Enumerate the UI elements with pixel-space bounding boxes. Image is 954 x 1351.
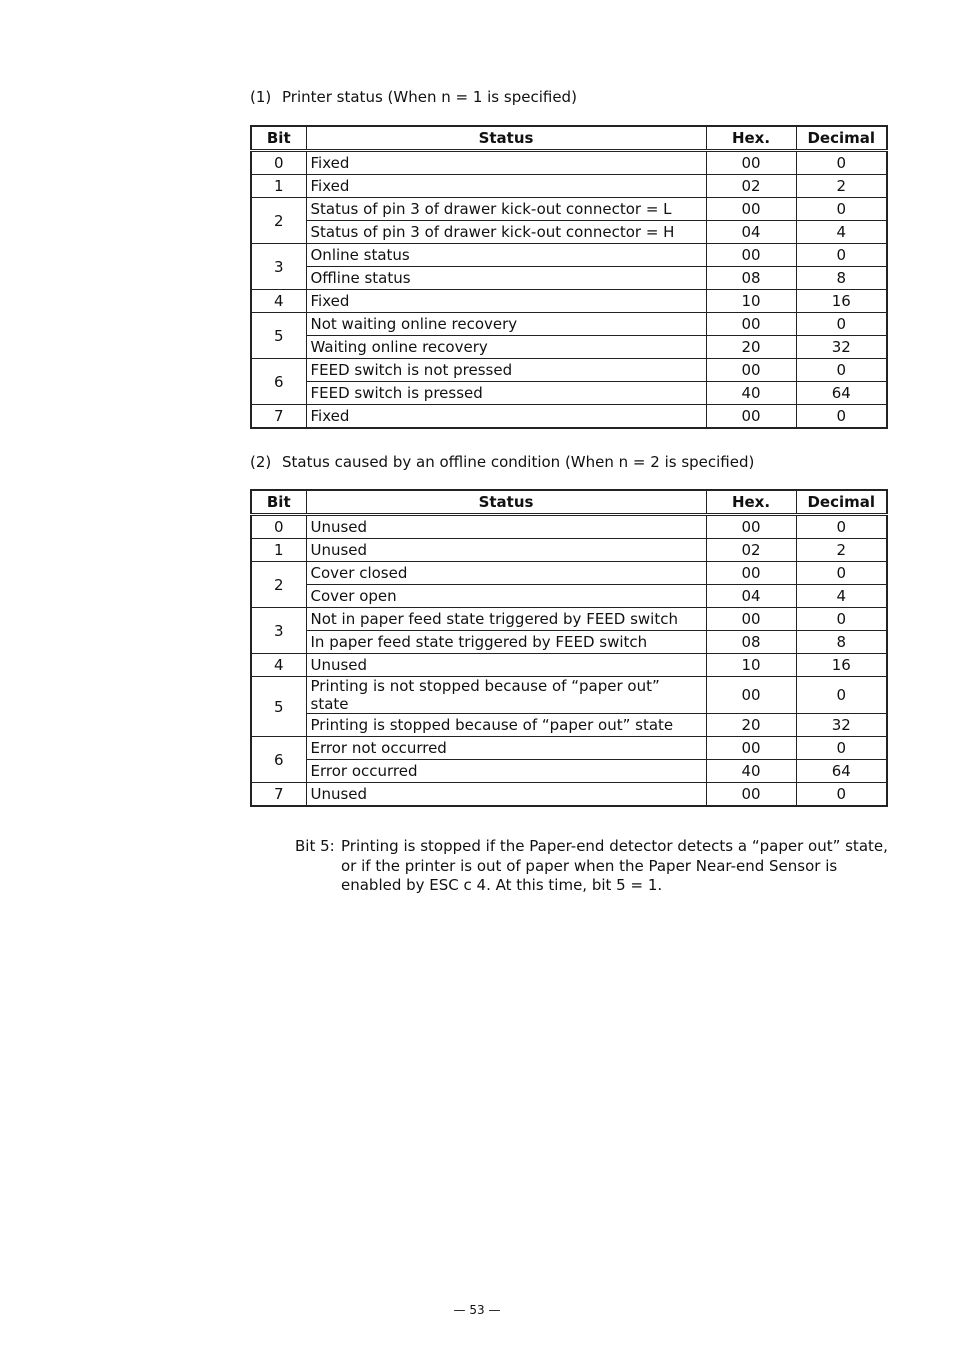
decimal-cell: 16 bbox=[796, 290, 887, 313]
decimal-cell: 0 bbox=[796, 737, 887, 760]
decimal-cell: 4 bbox=[796, 221, 887, 244]
hex-cell: 00 bbox=[706, 313, 796, 336]
decimal-cell: 0 bbox=[796, 515, 887, 539]
status-cell: FEED switch is not pressed bbox=[306, 359, 706, 382]
bit-cell: 2 bbox=[251, 562, 306, 608]
section-2-text: Status caused by an offline condition (When n = 2 is specified) bbox=[282, 453, 755, 471]
decimal-cell: 2 bbox=[796, 175, 887, 198]
bit-cell: 6 bbox=[251, 359, 306, 405]
section-1-text: Printer status (When n = 1 is specified) bbox=[282, 88, 577, 106]
header-status: Status bbox=[306, 126, 706, 151]
bit5-note bbox=[295, 837, 895, 896]
section-1-title bbox=[250, 88, 577, 106]
hex-cell: 08 bbox=[706, 267, 796, 290]
bit-cell: 6 bbox=[251, 737, 306, 783]
status-cell: Waiting online recovery bbox=[306, 336, 706, 359]
decimal-cell: 0 bbox=[796, 313, 887, 336]
section-2-title bbox=[250, 453, 754, 471]
table-header-row bbox=[251, 490, 887, 515]
status-cell: Unused bbox=[306, 654, 706, 677]
hex-cell: 00 bbox=[706, 244, 796, 267]
table-row bbox=[251, 654, 887, 677]
page-number: — 53 — bbox=[453, 1303, 501, 1317]
status-cell: Fixed bbox=[306, 151, 706, 175]
decimal-cell: 0 bbox=[796, 359, 887, 382]
table-row bbox=[251, 359, 887, 382]
bit-cell: 4 bbox=[251, 654, 306, 677]
hex-cell: 00 bbox=[706, 783, 796, 807]
decimal-cell: 0 bbox=[796, 405, 887, 429]
bit-cell: 0 bbox=[251, 515, 306, 539]
table-row bbox=[251, 714, 887, 737]
bit-cell: 5 bbox=[251, 677, 306, 737]
bit-cell: 0 bbox=[251, 151, 306, 175]
status-cell: Status of pin 3 of drawer kick-out connector = H bbox=[306, 221, 706, 244]
hex-cell: 00 bbox=[706, 562, 796, 585]
status-cell: Cover open bbox=[306, 585, 706, 608]
hex-cell: 00 bbox=[706, 677, 796, 714]
section-1-number: (1) bbox=[250, 88, 272, 106]
decimal-cell: 8 bbox=[796, 631, 887, 654]
status-cell: Printing is not stopped because of “paper out” state bbox=[306, 677, 706, 714]
decimal-cell: 0 bbox=[796, 677, 887, 714]
status-cell: Unused bbox=[306, 783, 706, 807]
table-row bbox=[251, 539, 887, 562]
status-cell: Online status bbox=[306, 244, 706, 267]
hex-cell: 00 bbox=[706, 608, 796, 631]
table-row bbox=[251, 382, 887, 405]
hex-cell: 00 bbox=[706, 359, 796, 382]
printer-status-table bbox=[250, 125, 888, 429]
hex-cell: 20 bbox=[706, 714, 796, 737]
decimal-cell: 0 bbox=[796, 244, 887, 267]
table-row bbox=[251, 175, 887, 198]
bit-cell: 4 bbox=[251, 290, 306, 313]
header-hex: Hex. bbox=[706, 126, 796, 151]
hex-cell: 10 bbox=[706, 654, 796, 677]
header-bit: Bit bbox=[251, 490, 306, 515]
table-row bbox=[251, 405, 887, 429]
header-status: Status bbox=[306, 490, 706, 515]
bit-cell: 3 bbox=[251, 244, 306, 290]
table-row bbox=[251, 151, 887, 175]
table-row bbox=[251, 631, 887, 654]
table-row bbox=[251, 515, 887, 539]
table-row bbox=[251, 783, 887, 807]
hex-cell: 02 bbox=[706, 539, 796, 562]
hex-cell: 00 bbox=[706, 405, 796, 429]
hex-cell: 00 bbox=[706, 515, 796, 539]
hex-cell: 00 bbox=[706, 737, 796, 760]
hex-cell: 00 bbox=[706, 198, 796, 221]
bit-cell: 7 bbox=[251, 783, 306, 807]
status-cell: Fixed bbox=[306, 175, 706, 198]
table-row bbox=[251, 677, 887, 714]
bit-cell: 2 bbox=[251, 198, 306, 244]
header-hex: Hex. bbox=[706, 490, 796, 515]
decimal-cell: 0 bbox=[796, 562, 887, 585]
header-bit: Bit bbox=[251, 126, 306, 151]
table-row bbox=[251, 198, 887, 221]
status-cell: Fixed bbox=[306, 405, 706, 429]
decimal-cell: 8 bbox=[796, 267, 887, 290]
hex-cell: 04 bbox=[706, 221, 796, 244]
table-row bbox=[251, 760, 887, 783]
decimal-cell: 16 bbox=[796, 654, 887, 677]
hex-cell: 40 bbox=[706, 382, 796, 405]
bit-cell: 5 bbox=[251, 313, 306, 359]
table-row bbox=[251, 562, 887, 585]
note-text: Printing is stopped if the Paper-end detector detects a “paper out” state, or if the printer is out of paper when the Paper Near-end Sensor is enabled by ESC c 4. At this time, bit 5 = 1. bbox=[341, 837, 888, 894]
section-2-number: (2) bbox=[250, 453, 272, 471]
table-header-row bbox=[251, 126, 887, 151]
status-cell: Cover closed bbox=[306, 562, 706, 585]
hex-cell: 00 bbox=[706, 151, 796, 175]
table-row bbox=[251, 221, 887, 244]
bit-cell: 7 bbox=[251, 405, 306, 429]
table-row bbox=[251, 585, 887, 608]
status-cell: FEED switch is pressed bbox=[306, 382, 706, 405]
decimal-cell: 0 bbox=[796, 608, 887, 631]
header-decimal: Decimal bbox=[796, 490, 887, 515]
status-cell: Not waiting online recovery bbox=[306, 313, 706, 336]
status-cell: Unused bbox=[306, 515, 706, 539]
status-cell: In paper feed state triggered by FEED switch bbox=[306, 631, 706, 654]
hex-cell: 02 bbox=[706, 175, 796, 198]
hex-cell: 04 bbox=[706, 585, 796, 608]
table-row bbox=[251, 737, 887, 760]
decimal-cell: 0 bbox=[796, 198, 887, 221]
header-decimal: Decimal bbox=[796, 126, 887, 151]
status-cell: Printing is stopped because of “paper out” state bbox=[306, 714, 706, 737]
status-cell: Unused bbox=[306, 539, 706, 562]
bit-cell: 1 bbox=[251, 175, 306, 198]
hex-cell: 08 bbox=[706, 631, 796, 654]
hex-cell: 20 bbox=[706, 336, 796, 359]
decimal-cell: 32 bbox=[796, 336, 887, 359]
hex-cell: 10 bbox=[706, 290, 796, 313]
decimal-cell: 4 bbox=[796, 585, 887, 608]
table-row bbox=[251, 290, 887, 313]
decimal-cell: 64 bbox=[796, 760, 887, 783]
table-row bbox=[251, 244, 887, 267]
decimal-cell: 0 bbox=[796, 783, 887, 807]
offline-status-table bbox=[250, 489, 888, 807]
status-cell: Fixed bbox=[306, 290, 706, 313]
table-row bbox=[251, 608, 887, 631]
status-cell: Offline status bbox=[306, 267, 706, 290]
status-cell: Not in paper feed state triggered by FEED switch bbox=[306, 608, 706, 631]
decimal-cell: 2 bbox=[796, 539, 887, 562]
decimal-cell: 64 bbox=[796, 382, 887, 405]
note-label: Bit 5: bbox=[295, 837, 335, 855]
status-cell: Error occurred bbox=[306, 760, 706, 783]
table-row bbox=[251, 267, 887, 290]
hex-cell: 40 bbox=[706, 760, 796, 783]
decimal-cell: 32 bbox=[796, 714, 887, 737]
table-row bbox=[251, 313, 887, 336]
decimal-cell: 0 bbox=[796, 151, 887, 175]
status-cell: Error not occurred bbox=[306, 737, 706, 760]
bit-cell: 1 bbox=[251, 539, 306, 562]
status-cell: Status of pin 3 of drawer kick-out connector = L bbox=[306, 198, 706, 221]
table-row bbox=[251, 336, 887, 359]
bit-cell: 3 bbox=[251, 608, 306, 654]
